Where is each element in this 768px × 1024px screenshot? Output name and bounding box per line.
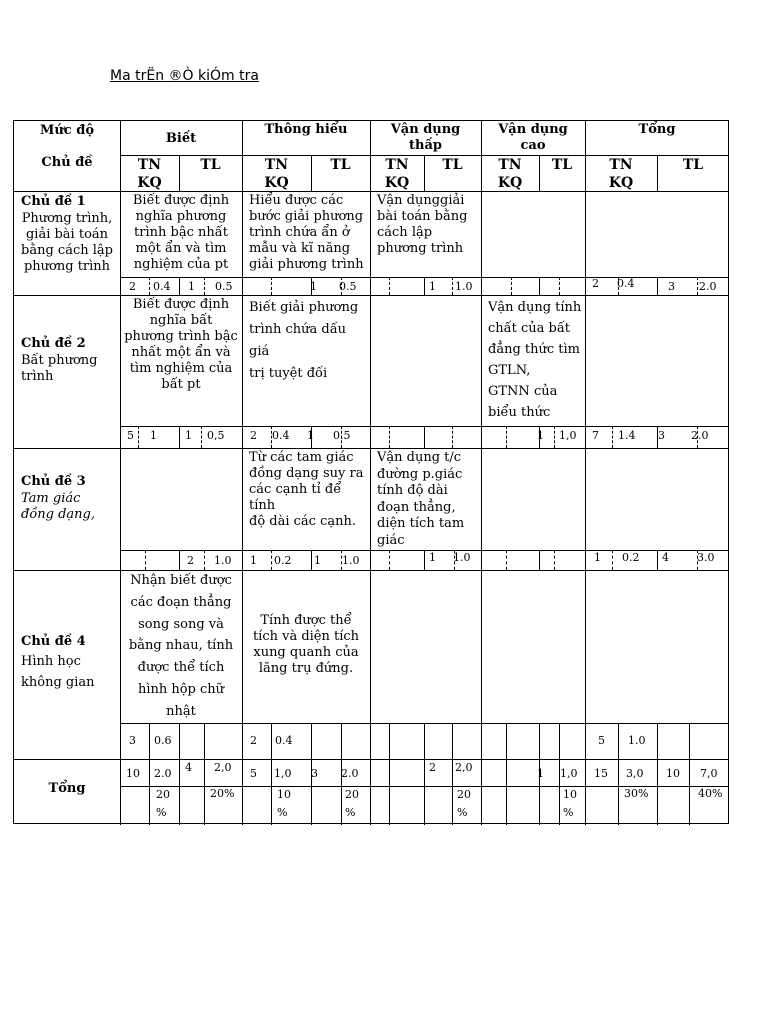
- test-matrix-table: [13, 120, 729, 824]
- topic1-biet: Biết được định nghĩa phương trình bậc nhất một ẩn và tìm nghiệm của pt: [132, 193, 230, 272]
- col-dash: [389, 426, 390, 448]
- col-line: [424, 723, 425, 825]
- col-line: [539, 277, 540, 295]
- col-dash: [452, 277, 453, 295]
- score: 3,0: [626, 767, 644, 780]
- score: 10: [126, 767, 140, 780]
- total-label: Tổng: [48, 781, 86, 796]
- score: 0.4: [617, 277, 635, 290]
- col-dash: [271, 550, 272, 570]
- topic4-biet: Nhận biết được các đoạn thẳng song song và bằng nhau, tính được thể tích hình hộp chữ nhật: [128, 573, 234, 719]
- col-line: [689, 723, 690, 825]
- score: 1: [150, 429, 157, 442]
- score: 15: [594, 767, 608, 780]
- col-line: [271, 723, 272, 825]
- score: 2: [250, 429, 257, 442]
- score: 0.5: [339, 280, 357, 293]
- topic2-title: Chủ đề 2: [21, 336, 86, 351]
- score: 0.5: [333, 429, 351, 442]
- col-line: [506, 723, 507, 825]
- score: 1: [429, 551, 436, 564]
- score: 0.4: [153, 280, 171, 293]
- col-dash: [204, 277, 205, 295]
- topic3-desc: Tam giác đồng dạng,: [21, 491, 96, 522]
- topic2-biet: Biết được định nghĩa bất phương trình bậc nhất một ẩn và tìm nghiệm của bất pt: [124, 297, 238, 392]
- score: 3: [129, 734, 136, 747]
- col-line: [179, 550, 180, 570]
- col-dash: [554, 550, 555, 570]
- col-line: [179, 723, 180, 825]
- col-dash: [138, 426, 139, 448]
- header-tong: Tổng: [638, 122, 676, 137]
- score: 1: [188, 280, 195, 293]
- row-line: [14, 448, 729, 449]
- score: 1,0: [274, 767, 292, 780]
- percent: 20 %: [345, 788, 359, 819]
- topic4-title: Chủ đề 4: [21, 634, 86, 649]
- score: 10: [666, 767, 680, 780]
- score: 1.0: [342, 554, 360, 567]
- topic4-thong-hieu: Tính được thể tích và diện tích xung quanh của lăng trụ đứng.: [252, 613, 360, 676]
- col-line: [179, 277, 180, 295]
- header-tnkq: TN KQ: [264, 157, 289, 191]
- score: 5: [127, 429, 134, 442]
- percent: 40%: [698, 787, 723, 800]
- score: 1.4: [618, 429, 636, 442]
- col-line: [242, 121, 243, 825]
- header-tl: TL: [330, 157, 351, 173]
- col-line: [481, 121, 482, 825]
- col-dash: [149, 277, 150, 295]
- col-line: [204, 723, 205, 825]
- score: 1: [314, 554, 321, 567]
- col-dash: [204, 550, 205, 570]
- col-line: [657, 550, 658, 570]
- header-tnkq: TN KQ: [137, 157, 162, 191]
- col-dash: [511, 277, 512, 295]
- col-line: [539, 550, 540, 570]
- score: 1,0: [560, 767, 578, 780]
- score: 0.2: [622, 551, 640, 564]
- score: 1.0: [453, 551, 471, 564]
- col-dash: [554, 426, 555, 448]
- col-line: [424, 277, 425, 295]
- score: 2: [129, 280, 136, 293]
- score: 0.5: [215, 280, 233, 293]
- score: 1.0: [214, 554, 232, 567]
- col-line: [618, 723, 619, 825]
- score: 2: [592, 277, 599, 290]
- percent: 20 %: [457, 788, 471, 819]
- score: 5: [598, 734, 605, 747]
- topic1-vd-thap: Vận dụnggiải bài toán bằng cách lập phương trình: [377, 193, 468, 256]
- score: 1: [537, 767, 544, 780]
- score: 1: [250, 554, 257, 567]
- header-tl: TL: [551, 157, 573, 173]
- header-biet: Biết: [165, 131, 197, 146]
- col-line: [424, 426, 425, 448]
- col-line: [424, 550, 425, 570]
- topic1-desc: Phương trình, giải bài toán bằng cách lập phương trình: [21, 211, 113, 274]
- topic3-vd-thap: Vận dụng t/c đường p.giác tính độ dài đoạn thẳng, diện tích tam giác: [377, 450, 465, 548]
- col-dash: [506, 550, 507, 570]
- topic4-desc: Hình học không gian: [21, 654, 95, 690]
- row-line: [14, 759, 729, 760]
- col-dash: [452, 426, 453, 448]
- header-tl: TL: [442, 157, 463, 173]
- score: 1: [310, 280, 317, 293]
- score: 7,0: [700, 767, 718, 780]
- header-tnkq: TN KQ: [384, 157, 410, 191]
- percent: 20%: [210, 787, 235, 800]
- header-tl: TL: [682, 157, 704, 173]
- score: 4: [662, 551, 669, 564]
- score: 1: [185, 429, 192, 442]
- topic3-title: Chủ đề 3: [21, 474, 86, 489]
- col-dash: [145, 550, 146, 570]
- percent: 10 %: [277, 788, 291, 819]
- col-dash: [612, 550, 613, 570]
- score: 2: [187, 554, 194, 567]
- score: 2.0: [691, 429, 709, 442]
- score: 2: [250, 734, 257, 747]
- score: 1: [537, 429, 544, 442]
- col-dash: [506, 426, 507, 448]
- score: 2.0: [699, 280, 717, 293]
- col-dash: [271, 277, 272, 295]
- score: 0.6: [154, 734, 172, 747]
- col-line: [657, 277, 658, 295]
- score: 3.0: [697, 551, 715, 564]
- score: 0.4: [275, 734, 293, 747]
- score: 2,0: [455, 761, 473, 774]
- col-dash: [201, 426, 202, 448]
- header-tl: TL: [200, 157, 221, 173]
- col-dash: [559, 277, 560, 295]
- col-line: [452, 723, 453, 825]
- score: 4: [185, 761, 192, 774]
- topic2-vd-cao: Vận dụng tính chất của bất đẳng thức tìm GTLN, GTNN của biểu thức: [488, 300, 582, 420]
- col-line: [149, 723, 150, 825]
- score: 7: [592, 429, 599, 442]
- score: 3: [311, 767, 318, 780]
- header-vd-thap: Vận dụng thấp: [390, 122, 461, 153]
- percent: 10 %: [563, 788, 577, 819]
- score: 0.4: [272, 429, 290, 442]
- score: 1.0: [455, 280, 473, 293]
- topic2-desc: Bất phương trình: [21, 353, 98, 384]
- score: 3: [658, 429, 665, 442]
- col-line: [311, 550, 312, 570]
- header-tnkq: TN KQ: [497, 157, 523, 191]
- topic1-thong-hieu: Hiểu được các bước giải phương trình chứa ẩn ở mẫu và kĩ năng giải phương trình: [249, 193, 364, 272]
- col-line: [585, 121, 586, 825]
- col-dash: [697, 277, 698, 295]
- col-line: [389, 723, 390, 825]
- col-line: [179, 426, 180, 448]
- score: 0,5: [207, 429, 225, 442]
- percent: 20 %: [156, 788, 170, 819]
- score: 5: [250, 767, 257, 780]
- col-dash: [389, 550, 390, 570]
- header-vd-cao: Vận dụng cao: [498, 122, 568, 153]
- header-thong-hieu: Thông hiểu: [264, 122, 348, 137]
- percent: 30%: [624, 787, 649, 800]
- score: 1: [594, 551, 601, 564]
- score: 1: [307, 429, 314, 442]
- topic2-thong-hieu: Biết giải phương trình chứa dấu giá trị tuyệt đối: [249, 300, 359, 381]
- score: 1.0: [628, 734, 646, 747]
- score: 1,0: [559, 429, 577, 442]
- score: 3: [668, 280, 675, 293]
- topic3-thong-hieu: Từ các tam giác đồng dạng suy ra các cạnh tỉ để tính độ dài các cạnh.: [249, 450, 364, 529]
- topic1-title: Chủ đề 1: [21, 194, 86, 209]
- score: 2.0: [154, 767, 172, 780]
- header-chu-de: Chủ đề: [41, 155, 93, 170]
- col-line: [657, 723, 658, 825]
- col-dash: [612, 426, 613, 448]
- row-line: [14, 295, 729, 296]
- score: 2.0: [341, 767, 359, 780]
- header-tnkq: TN KQ: [608, 157, 634, 191]
- document-title: Ma trËn ®Ò kiÓm tra: [110, 68, 259, 84]
- col-dash: [389, 277, 390, 295]
- header-muc-do: Mức độ: [39, 123, 95, 138]
- score: 2,0: [214, 761, 232, 774]
- score: 0.2: [274, 554, 292, 567]
- score: 2: [429, 761, 436, 774]
- score: 1: [429, 280, 436, 293]
